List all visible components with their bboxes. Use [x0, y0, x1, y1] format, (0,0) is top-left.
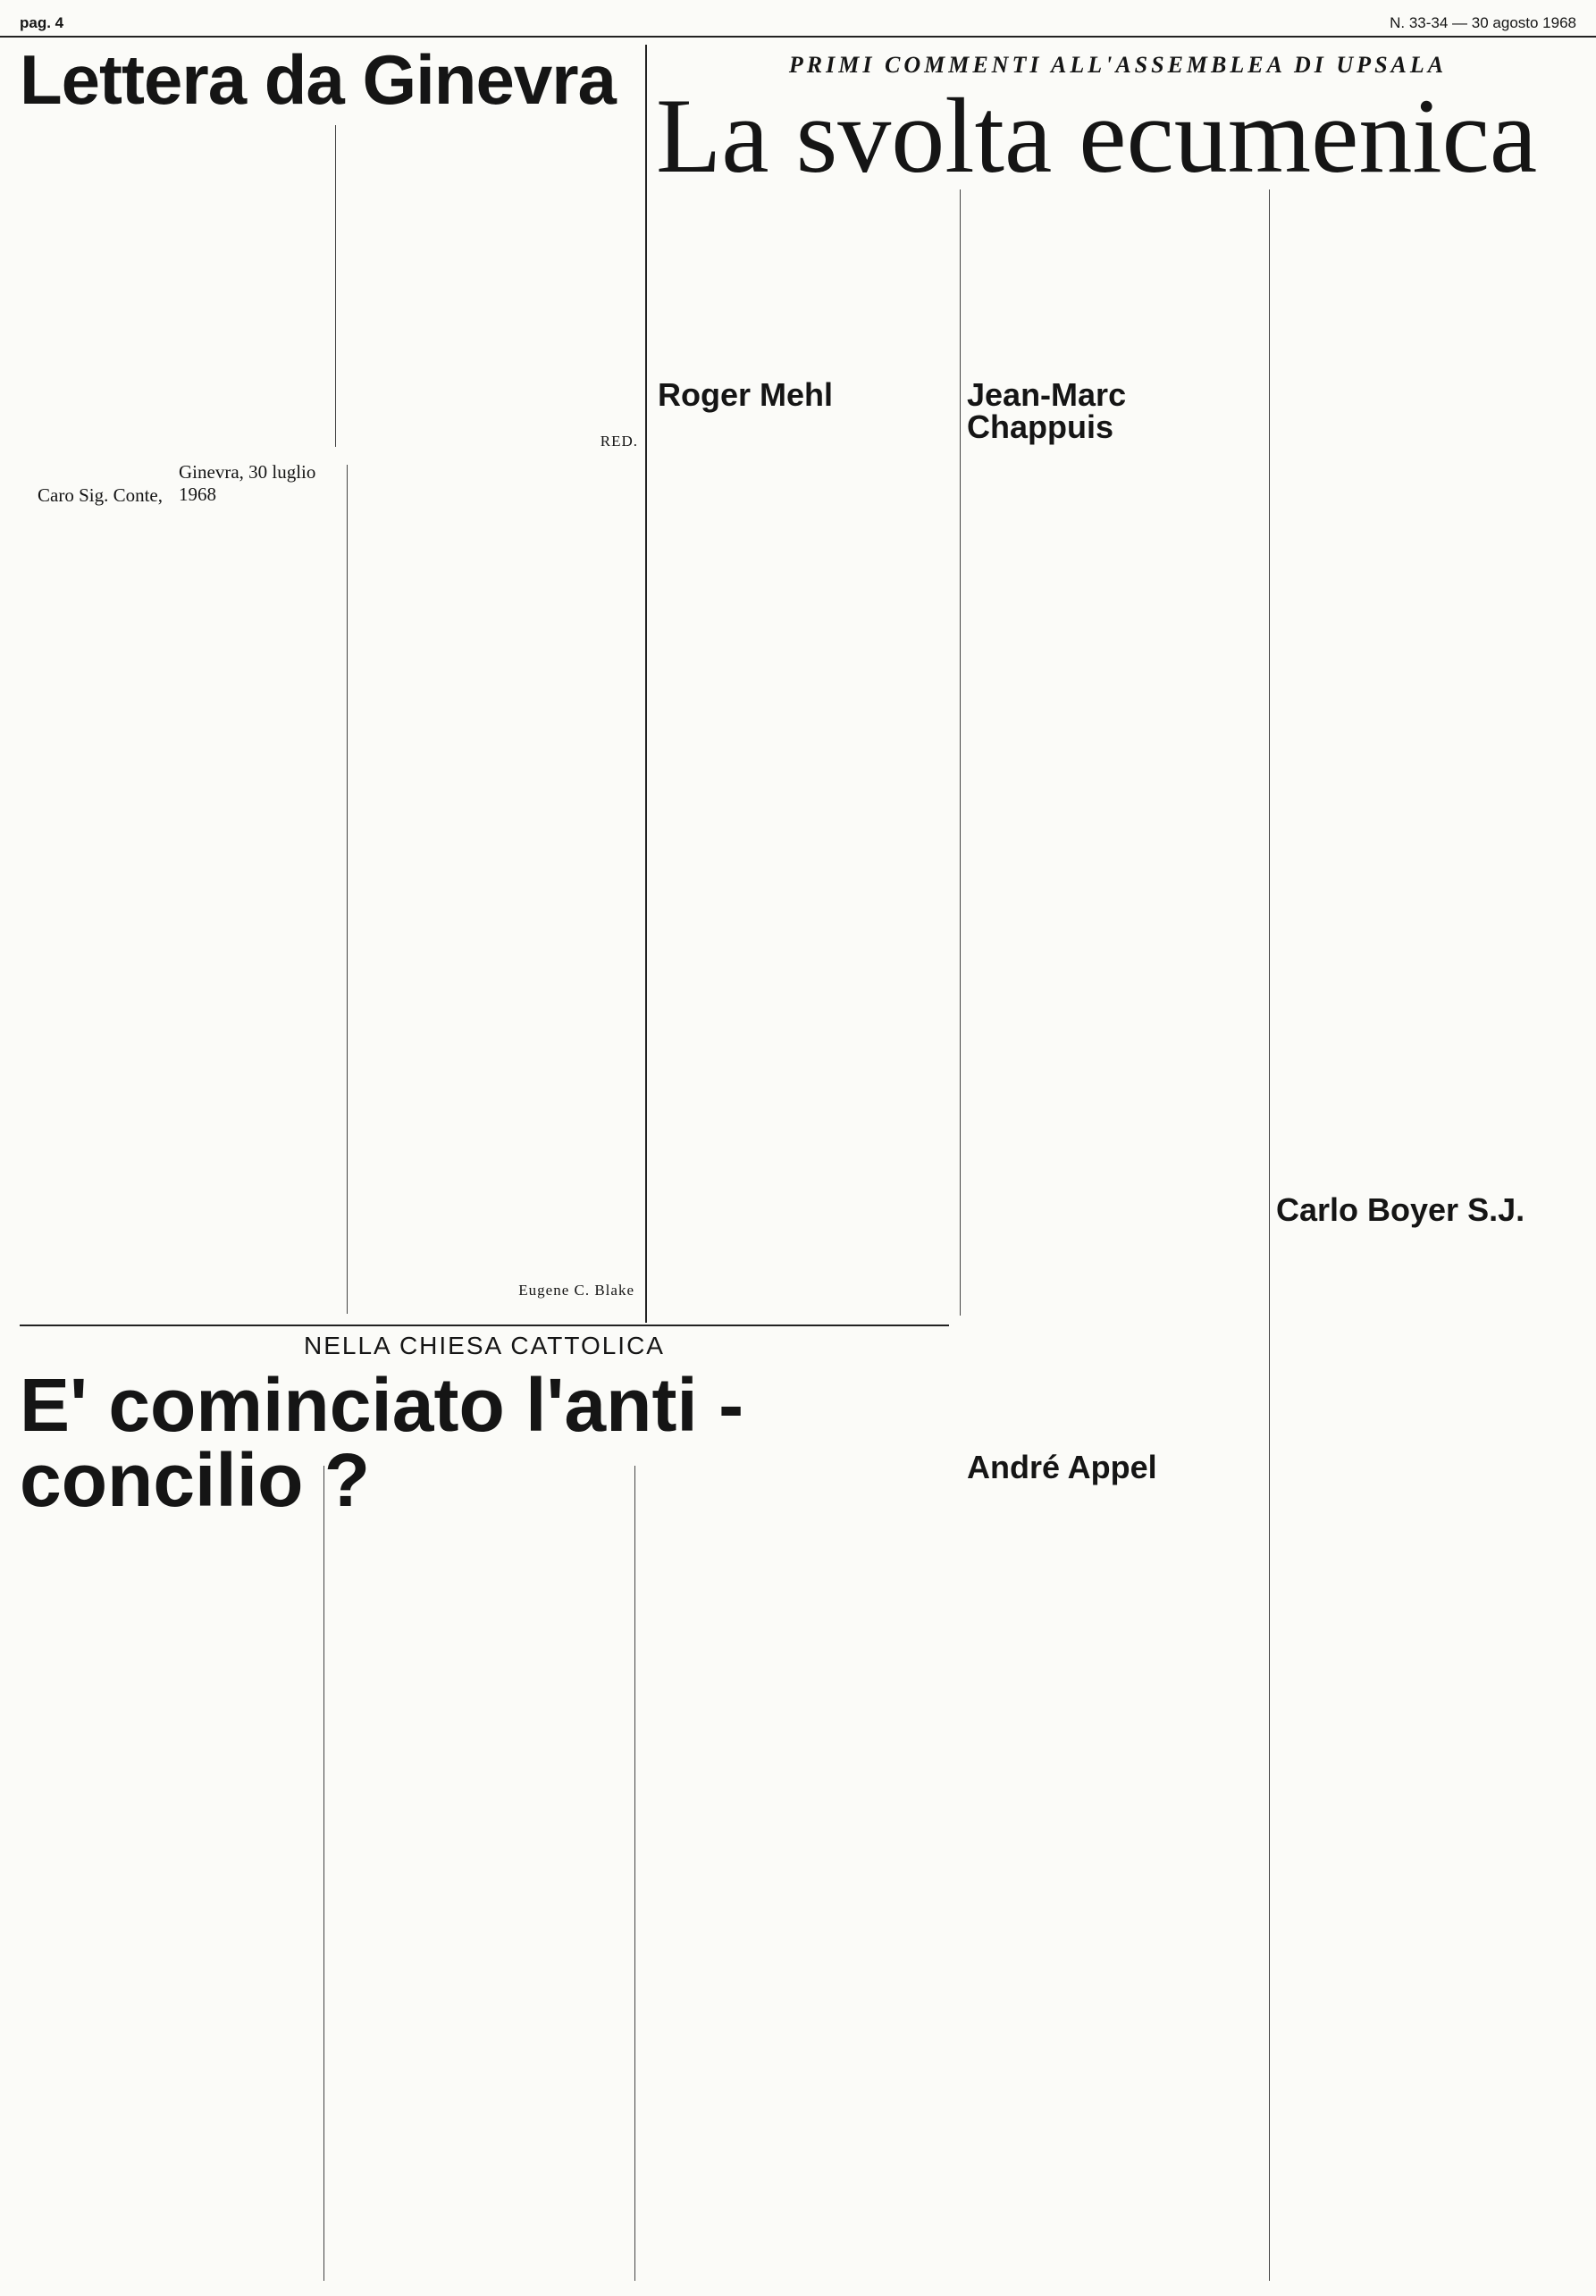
section-divider: [645, 45, 647, 1323]
anticoncilio-col3: [642, 1466, 954, 2281]
column-rule: [323, 1466, 324, 2281]
byline-chappuis: Jean-Marc Chappuis: [967, 376, 1127, 445]
column-rule: [634, 1466, 635, 2281]
anticoncilio-col2: [331, 1466, 630, 2281]
letter-signature: Eugene C. Blake: [518, 1282, 634, 1299]
appel-body: [967, 1494, 1262, 2281]
column-rule: [347, 465, 348, 1314]
chappuis-body: [967, 422, 1262, 1448]
anticoncilio-col1: [20, 1466, 319, 2281]
svolta-col2-top: [967, 189, 1262, 377]
column-rule: [335, 125, 336, 447]
issue-date: N. 33-34 — 30 agosto 1968: [1390, 14, 1576, 31]
section-rule: [20, 1325, 949, 1326]
letter-body-right: [356, 461, 634, 1279]
byline-boyer: Carlo Boyer S.J.: [1276, 1191, 1525, 1228]
letter-dateline: Ginevra, 30 luglio 1968: [179, 461, 316, 506]
svolta-kicker: PRIMI COMMENTI ALL'ASSEMBLEA DI UPSALA: [788, 52, 1448, 78]
lettera-intro-left: [20, 125, 328, 447]
running-header: [0, 13, 1596, 38]
intro-signature: RED.: [600, 433, 638, 450]
svolta-intro: [658, 189, 953, 377]
anticoncilio-headline: E' cominciato l'anti - concilio ?: [20, 1363, 744, 1522]
anticoncilio-kicker: NELLA CHIESA CATTOLICA: [304, 1332, 665, 1359]
lettera-headline: Lettera da Ginevra: [20, 40, 616, 119]
svolta-headline: La svolta ecumenica: [656, 76, 1538, 195]
column-rule: [960, 189, 961, 1316]
column-rule: [1269, 189, 1270, 2281]
letter-salutation: Caro Sig. Conte,: [38, 484, 163, 506]
letter-body-left: [38, 508, 337, 1316]
boyer-body: [1276, 1237, 1580, 2283]
page-number: pag. 4: [20, 14, 64, 31]
mehl-body: [658, 422, 953, 1314]
byline-mehl: Roger Mehl: [658, 376, 834, 413]
byline-appel: André Appel: [967, 1449, 1157, 1485]
lettera-intro-right: [343, 125, 638, 433]
svolta-col3-top: [1276, 189, 1580, 1190]
